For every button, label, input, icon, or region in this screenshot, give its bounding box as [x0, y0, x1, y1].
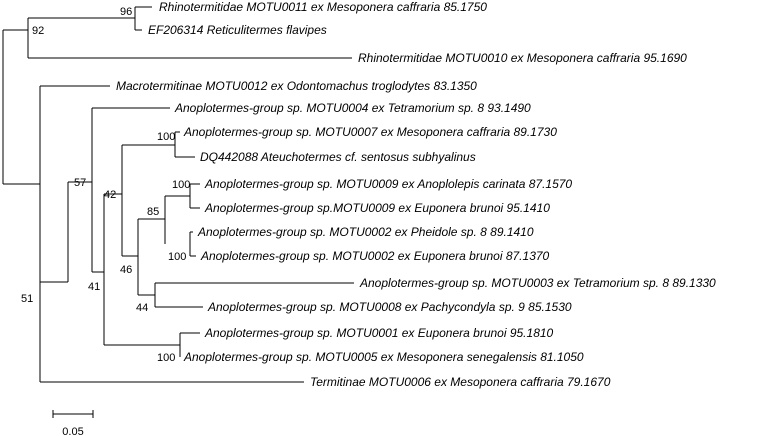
- branch-anoplo-outer: [68, 182, 92, 282]
- scale-bar-line: [53, 410, 93, 418]
- leaf-label: Anoplotermes-group sp. MOTU0003 ex Tetramorium sp. 8 89.1330: [360, 276, 716, 290]
- scale-bar-label: 0.05: [62, 426, 84, 436]
- leaf-label: DQ442088 Ateuchotermes cf. sentosus subhyalinus: [200, 150, 476, 164]
- bootstrap-value: 96: [120, 6, 133, 18]
- bootstrap-value: 46: [120, 264, 133, 276]
- branch-mid: [104, 194, 180, 345]
- leaf-label: Anoplotermes-group sp. MOTU0001 ex Euponera brunoi 95.1810: [205, 326, 554, 340]
- leaf-label: Anoplotermes-group sp. MOTU0007 ex Mesoponera caffraria 89.1730: [184, 125, 557, 139]
- branch-clade-42: [122, 145, 175, 256]
- bootstrap-value: 44: [136, 302, 149, 314]
- leaf-label: Anoplotermes-group sp. MOTU0002 ex Euponera brunoi 87.1370: [201, 249, 550, 263]
- bootstrap-value: 100: [157, 131, 176, 143]
- bootstrap-value: 57: [74, 177, 87, 189]
- leaf-label: Anoplotermes-group sp. MOTU0005 ex Mesoponera senegalensis 81.1050: [184, 350, 584, 364]
- bootstrap-value: 100: [157, 352, 176, 364]
- leaf-label: Rhinotermitidae MOTU0010 ex Mesoponera caffraria 95.1690: [358, 51, 687, 65]
- leaf-label: Anoplotermes-group sp.MOTU0009 ex Euponera brunoi 95.1410: [205, 201, 550, 215]
- leaf-label: Anoplotermes-group sp. MOTU0009 ex Anoplolepis carinata 87.1570: [205, 177, 573, 191]
- bootstrap-value: 92: [32, 25, 45, 37]
- leaf-label: Anoplotermes-group sp. MOTU0008 ex Pachycondyla sp. 9 85.1530: [208, 300, 572, 314]
- leaf-label: EF206314 Reticulitermes flavipes: [148, 23, 327, 37]
- leaf-label: Rhinotermitidae MOTU0011 ex Mesoponera caffraria 85.1750: [159, 0, 487, 14]
- branch-clade-85: [165, 196, 190, 244]
- leaf-label: Macrotermitinae MOTU0012 ex Odontomachus troglodytes 83.1350: [116, 79, 477, 93]
- bootstrap-values: [21, 6, 190, 364]
- scale-bar: [53, 410, 93, 436]
- leaf-label: Termitinae MOTU0006 ex Mesoponera caffraria 79.1670: [310, 375, 611, 389]
- bootstrap-value: 85: [147, 206, 160, 218]
- bootstrap-value: 41: [88, 281, 101, 293]
- bootstrap-value: 100: [172, 179, 191, 191]
- branch-pair-0009: [190, 184, 200, 208]
- branch-clade-46: [138, 219, 165, 295]
- branch-pair-0002: [190, 232, 196, 256]
- leaf-label: Anoplotermes-group sp. MOTU0004 ex Tetramorium sp. 8 93.1490: [175, 101, 531, 115]
- branch-root: [3, 30, 40, 184]
- bootstrap-value: 42: [104, 189, 117, 201]
- bootstrap-value: 100: [168, 251, 187, 263]
- bootstrap-value: 51: [21, 293, 34, 305]
- leaf-label: Anoplotermes-group sp. MOTU0002 ex Pheidole sp. 8 89.1410: [198, 225, 534, 239]
